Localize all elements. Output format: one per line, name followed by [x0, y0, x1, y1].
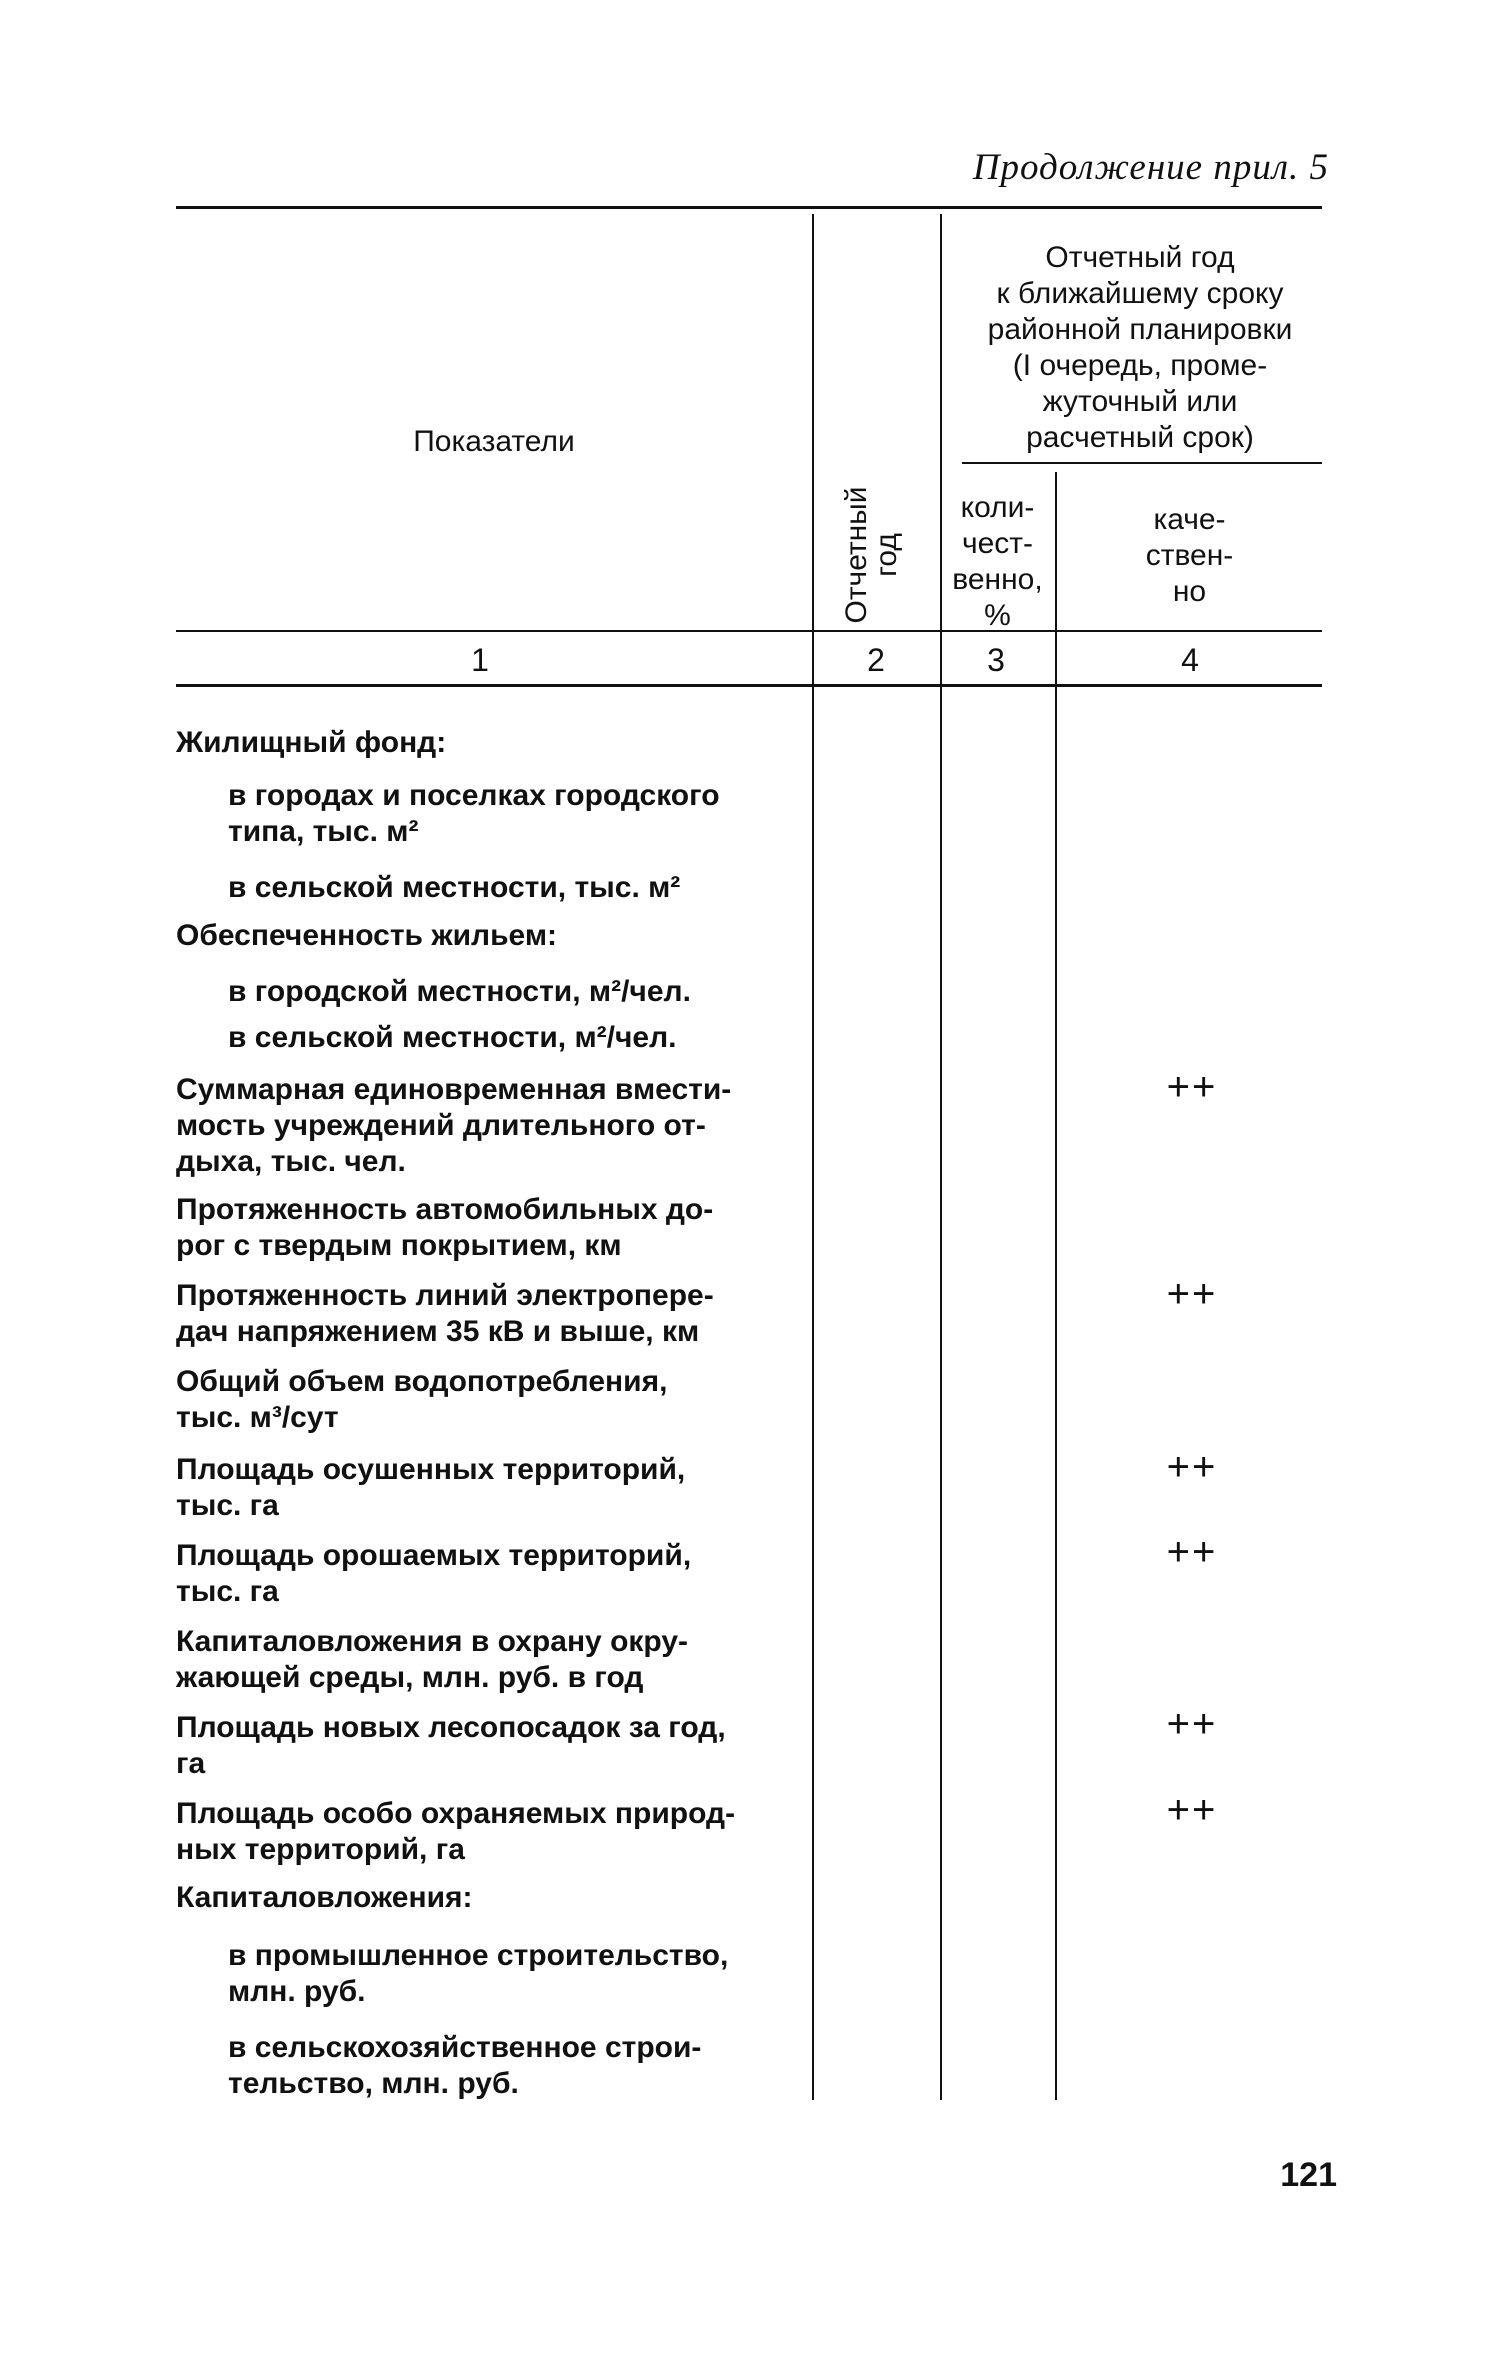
- table-top-rule: [176, 206, 1322, 209]
- column-number-2: 2: [867, 642, 885, 678]
- mark-afforestation-area: ++: [1166, 1702, 1218, 1746]
- row-afforestation-area: Площадь новых лесопосадок за год, га: [176, 1711, 726, 1780]
- row-capital-investment: Капиталовложения:: [176, 1881, 473, 1914]
- header-quality: каче- ствен- но: [1145, 503, 1234, 608]
- row-recreation-capacity: Суммарная единовременная вмести- мость учреждений длительного от- дыха, тыс. чел.: [176, 1073, 732, 1178]
- mark-recreation-capacity: ++: [1166, 1065, 1218, 1109]
- mark-power-lines: ++: [1166, 1272, 1218, 1316]
- row-housing-stock: Жилищный фонд:: [176, 726, 447, 759]
- forecast-header-rule: [962, 462, 1322, 464]
- header-quantity: коли- чест- венно, %: [952, 491, 1043, 632]
- row-water-consumption: Общий объем водопотребления, тыс. м³/сут: [176, 1365, 668, 1434]
- row-housing-rural: в сельской местности, тыс. м²: [228, 871, 681, 904]
- row-provision-urban: в городской местности, м²/чел.: [228, 975, 691, 1008]
- mark-drained-area: ++: [1166, 1445, 1218, 1489]
- row-roads-length: Протяженность автомобильных до- рог с твердым покрытием, км: [176, 1193, 714, 1262]
- row-power-lines: Протяженность линий электропере- дач напряжением 35 кВ и выше, км: [176, 1279, 714, 1348]
- column-divider-3: [1055, 472, 1057, 2100]
- row-drained-area: Площадь осушенных территорий, тыс. га: [176, 1453, 686, 1522]
- page-number: 121: [1280, 2156, 1337, 2194]
- row-housing-urban: в городах и поселках городского типа, тыс. м²: [228, 779, 720, 848]
- header-bottom-rule: [176, 630, 1322, 632]
- column-divider-1: [812, 214, 814, 2100]
- column-number-rule: [176, 684, 1322, 687]
- row-housing-provision: Обеспеченность жильем:: [176, 919, 558, 952]
- header-report-year: Отчетный год: [840, 486, 903, 624]
- column-number-4: 4: [1181, 642, 1199, 678]
- mark-protected-areas: ++: [1166, 1788, 1218, 1832]
- row-environment-investment: Капиталовложения в охрану окру- жающей среды, млн. руб. в год: [176, 1625, 689, 1694]
- row-provision-rural: в сельской местности, м²/чел.: [228, 1021, 677, 1054]
- row-agricultural-construction: в сельскохозяйственное строи- тельство, млн. руб.: [228, 2031, 702, 2100]
- header-forecast: Отчетный год к ближайшему сроку районной планировки (I очередь, проме- жуточный или расчетный срок): [987, 241, 1293, 454]
- header-indicators: Показатели: [413, 425, 575, 458]
- row-irrigated-area: Площадь орошаемых территорий, тыс. га: [176, 1539, 692, 1608]
- continuation-caption: Продолжение прил. 5: [972, 147, 1329, 188]
- row-industrial-construction: в промышленное строительство, млн. руб.: [228, 1939, 729, 2008]
- column-number-1: 1: [471, 642, 489, 678]
- column-number-3: 3: [987, 642, 1005, 678]
- row-protected-areas: Площадь особо охраняемых природ- ных территорий, га: [176, 1797, 736, 1866]
- mark-irrigated-area: ++: [1166, 1530, 1218, 1574]
